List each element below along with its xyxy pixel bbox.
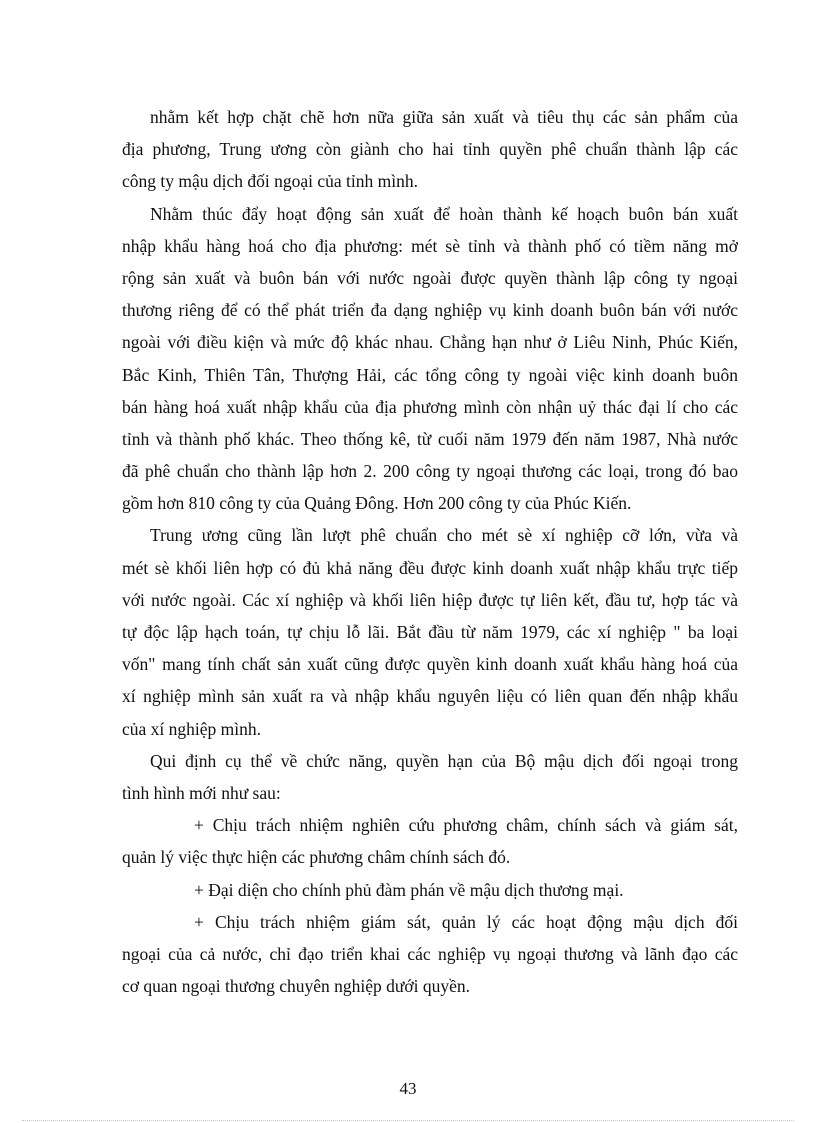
paragraph-2 [122, 198, 738, 520]
bullet-item-2 [122, 874, 738, 906]
paragraph-3 [122, 519, 738, 744]
text-line: + Chịu trách nhiệm giám sát, quản lý các hoạt động mậu dịch đối [194, 911, 738, 932]
paragraph-4 [122, 745, 738, 809]
text-line: công ty mậu dịch đối ngoại của tỉnh mình. [122, 171, 418, 192]
text-line: + Chịu trách nhiệm nghiên cứu phương châm, chính sách và giám sát, [194, 815, 738, 836]
text-line: tỉnh và thành phố khác. Theo thống kê, từ cuối năm 1979 đến năm 1987, Nhà nước [122, 428, 738, 449]
bullet-item-3 [122, 906, 738, 1003]
text-line: Nhằm thúc đẩy hoạt động sản xuất để hoàn thành kế hoạch buôn bán xuất [150, 203, 738, 224]
body-text [122, 101, 738, 1002]
text-line: mét sè khối liên hợp có đủ khả năng đều được kinh doanh xuất nhập khẩu trực tiếp [122, 557, 738, 578]
text-line: Qui định cụ thể về chức năng, quyền hạn của Bộ mậu dịch đối ngoại trong [150, 750, 738, 771]
text-line: rộng sản xuất và buôn bán với nước ngoài được quyền thành lập công ty ngoại [122, 267, 738, 288]
text-line: vốn" mang tính chất sản xuất cũng được quyền kinh doanh xuất khẩu hàng hoá của [122, 654, 738, 675]
footer-divider [22, 1120, 794, 1121]
bullet-item-1 [122, 809, 738, 873]
text-line: tình hình mới như sau: [122, 782, 281, 803]
text-line: ngoại của cả nước, chỉ đạo triển khai các nghiệp vụ ngoại thương và lãnh đạo các [122, 943, 738, 964]
text-line: tự độc lập hạch toán, tự chịu lỗ lãi. Bắt đầu từ năm 1979, các xí nghiệp " ba loại [122, 622, 738, 642]
text-line: địa phương, Trung ương còn giành cho hai tỉnh quyền phê chuẩn thành lập các [122, 139, 738, 160]
text-line: xí nghiệp mình sản xuất ra và nhập khẩu nguyên liệu có liên quan đến nhập khẩu [122, 686, 738, 707]
text-line: + Đại diện cho chính phủ đàm phán về mậu dịch thương mại. [194, 879, 624, 900]
text-line: thương riêng để có thể phát triển đa dạng nghiệp vụ kinh doanh buôn bán với nước [122, 300, 738, 321]
text-line: bán hàng hoá xuất nhập khẩu của địa phương mình còn nhận uỷ thác đại lí cho các [122, 396, 738, 417]
text-line: cơ quan ngoại thương chuyên nghiệp dưới quyền. [122, 976, 471, 997]
text-line: quản lý việc thực hiện các phương châm chính sách đó. [122, 847, 511, 868]
paragraph-1 [122, 101, 738, 198]
text-line: Bắc Kinh, Thiên Tân, Thượng Hải, các tổng công ty ngoài việc kinh doanh buôn [122, 364, 738, 385]
text-line: ngoài với điều kiện và mức độ khác nhau. Chẳng hạn như ở Liêu Ninh, Phúc Kiến, [122, 332, 738, 353]
text-line: nhập khẩu hàng hoá cho địa phương: mét sè tỉnh và thành phố có tiềm năng mở [122, 235, 738, 256]
page-number: 43 [399, 1079, 417, 1098]
text-line: Trung ương cũng lần lượt phê chuẩn cho mét sè xí nghiệp cỡ lớn, vừa và [150, 525, 738, 546]
text-line: nhằm kết hợp chặt chẽ hơn nữa giữa sản xuất và tiêu thụ các sản phẩm của [150, 107, 738, 127]
text-line: của xí nghiệp mình. [122, 718, 262, 739]
text-line: với nước ngoài. Các xí nghiệp và khối liên hiệp được tự liên kết, đầu tư, hợp tác và [122, 589, 738, 610]
text-line: gồm hơn 810 công ty của Quảng Đông. Hơn 200 công ty của Phúc Kiến. [122, 493, 632, 514]
text-line: đã phê chuẩn cho thành lập hơn 2. 200 công ty ngoại thương các loại, trong đó bao [122, 461, 738, 482]
